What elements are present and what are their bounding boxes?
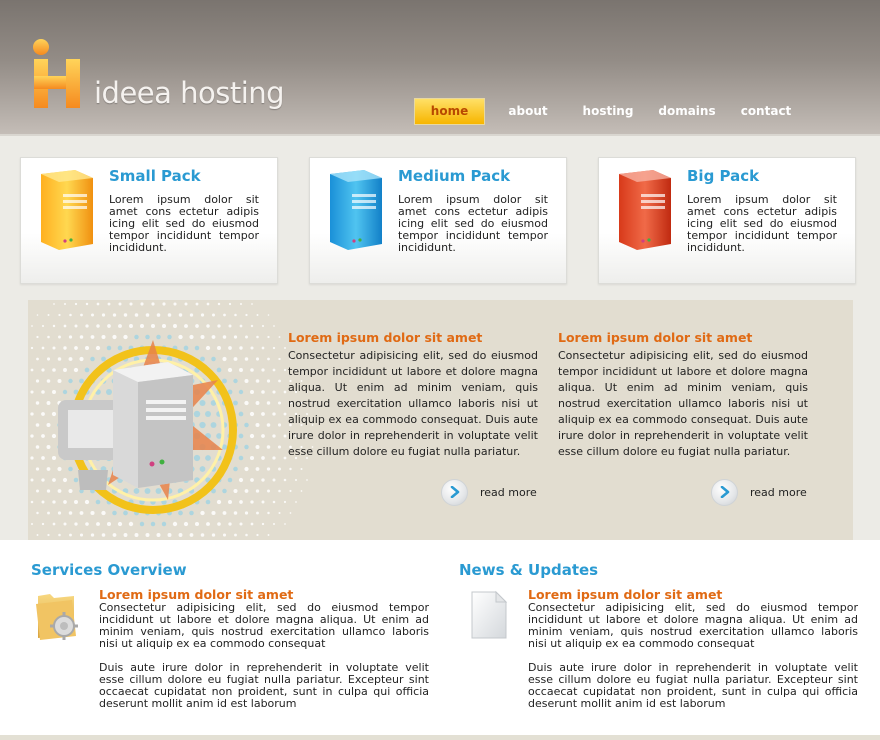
header-divider xyxy=(0,134,880,136)
server-icon xyxy=(613,168,673,252)
arrow-right-icon[interactable] xyxy=(711,479,738,506)
feature-title[interactable]: Lorem ipsum dolor sit amet xyxy=(558,330,753,345)
read-more-link[interactable] xyxy=(441,478,537,506)
news-heading: News & Updates xyxy=(459,561,599,579)
content-area xyxy=(0,540,880,735)
news-item-title[interactable]: Lorem ipsum dolor sit amet xyxy=(528,587,723,602)
medium-pack-card[interactable] xyxy=(309,157,567,284)
pack-description: Lorem ipsum dolor sit amet cons ectetur adipis icing elit sed do eiusmod tempor incididunt tempor incididunt. xyxy=(398,193,548,254)
header xyxy=(0,0,880,134)
pack-title[interactable]: Small Pack xyxy=(109,167,201,185)
server-icon xyxy=(35,168,95,252)
big-pack-card[interactable] xyxy=(598,157,856,284)
nav-hosting[interactable]: hosting xyxy=(582,104,634,118)
read-more-label[interactable]: read more xyxy=(750,485,807,499)
pack-title[interactable]: Medium Pack xyxy=(398,167,511,185)
nav-home[interactable]: home xyxy=(414,98,485,125)
footer-strip xyxy=(0,735,880,740)
news-para-1: Consectetur adipisicing elit, sed do eiusmod tempor incididunt ut labore et dolore magna aliqua. Ut enim ad minim veniam, quis nostrud exercitation ullamco laboris nisi ut aliquip ex ea commodo consequat xyxy=(528,601,858,650)
feature-title[interactable]: Lorem ipsum dolor sit amet xyxy=(288,330,483,345)
read-more-link[interactable] xyxy=(711,478,807,506)
feature-column xyxy=(558,330,808,460)
logo-mark-icon xyxy=(32,38,84,110)
services-heading: Services Overview xyxy=(31,561,187,579)
feature-banner xyxy=(28,300,853,540)
nav-contact[interactable]: contact xyxy=(740,104,792,118)
arrow-right-icon[interactable] xyxy=(441,479,468,506)
pack-title[interactable]: Big Pack xyxy=(687,167,760,185)
services-para-1: Consectetur adipisicing elit, sed do eiusmod tempor incididunt ut labore et dolore magna aliqua. Ut enim ad minim veniam, quis nostrud exercitation ullamco laboris nisi ut aliquip ex ea commodo consequat xyxy=(99,601,429,650)
feature-text: Consectetur adipisicing elit, sed do eiusmod tempor incididunt ut labore et dolore magna aliqua. Ut enim ad minim veniam, quis nostrud exercitation ullamco laboris nisi ut aliquip ex ea commodo consequat. Duis aute irure dolor in reprehenderit in voluptate velit esse cillum dolore eu fugiat nulla pariatur. xyxy=(288,349,538,458)
news-para-2: Duis aute irure dolor in reprehenderit in voluptate velit esse cillum dolore eu fugiat nulla pariatur. Excepteur sint occaecat cupidatat non proident, sunt in culpa qui officia deserunt mollit anim id est laborum xyxy=(528,661,858,710)
pack-description: Lorem ipsum dolor sit amet cons ectetur adipis icing elit sed do eiusmod tempor incididunt tempor incididunt. xyxy=(109,193,259,254)
services-item-title[interactable]: Lorem ipsum dolor sit amet xyxy=(99,587,294,602)
small-pack-card[interactable] xyxy=(20,157,278,284)
services-para-2: Duis aute irure dolor in reprehenderit in voluptate velit esse cillum dolore eu fugiat nulla pariatur. Excepteur sint occaecat cupidatat non proident, sunt in culpa qui officia deserunt mollit anim id est laborum xyxy=(99,661,429,710)
brand-name[interactable]: ideea hosting xyxy=(94,76,285,110)
nav-about[interactable]: about xyxy=(508,104,548,118)
server-illustration xyxy=(28,300,328,540)
read-more-label[interactable]: read more xyxy=(480,485,537,499)
feature-column xyxy=(288,330,538,460)
document-icon xyxy=(470,590,508,640)
nav-domains[interactable]: domains xyxy=(658,104,716,118)
feature-text: Consectetur adipisicing elit, sed do eiusmod tempor incididunt ut labore et dolore magna aliqua. Ut enim ad minim veniam, quis nostrud exercitation ullamco laboris nisi ut aliquip ex ea commodo consequat. Duis aute irure dolor in reprehenderit in voluptate velit esse cillum dolore eu fugiat nulla pariatur. xyxy=(558,349,808,458)
server-icon xyxy=(324,168,384,252)
pack-description: Lorem ipsum dolor sit amet cons ectetur adipis icing elit sed do eiusmod tempor incididunt tempor incididunt. xyxy=(687,193,837,254)
folder-gear-icon xyxy=(34,590,80,642)
